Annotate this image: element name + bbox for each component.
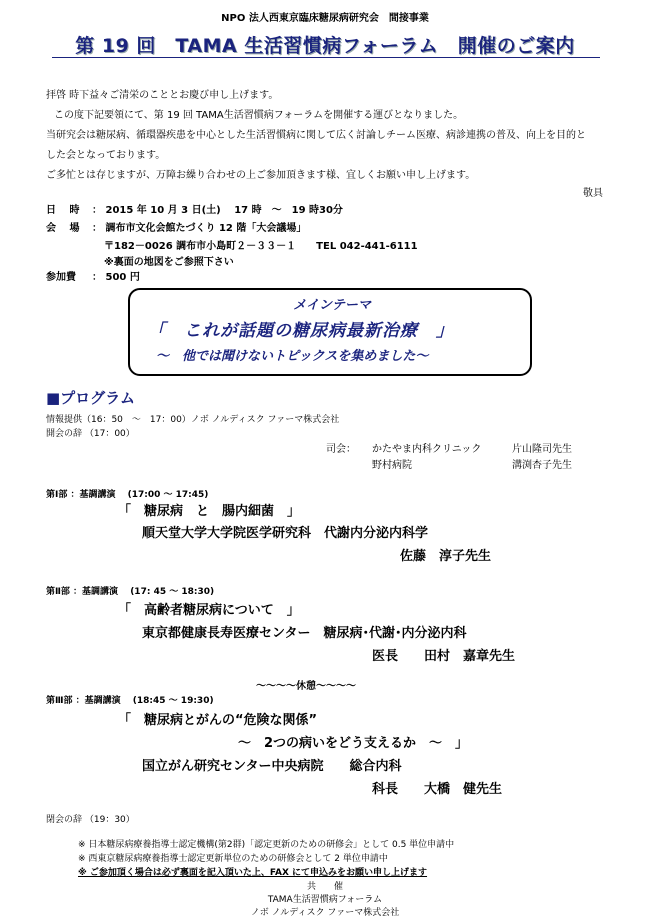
sponsor-company: ノボ ノルディスク ファーマ株式会社 (250, 908, 400, 918)
break-line: ～～～～休憩～～～～ (256, 681, 356, 692)
opening-remarks: 開会の辞 （17：00） (46, 429, 135, 439)
note-credit-2: ※ 西東京糖尿病療養指導士認定更新単位のための研修会として 2 単位申請中 (78, 854, 388, 864)
fee-value: ： 500 円 (92, 272, 140, 283)
main-theme-box (128, 288, 532, 376)
intro-announcement: この度下記要領にて、第 19 回 TAMA生活習慣病フォーラムを開催する運びとなりました。 (54, 110, 464, 121)
program-heading: ■プログラム (46, 389, 136, 407)
part1-topic: 「 糖尿病 と 腸内細菌 」 (118, 504, 301, 519)
cosponsor-label: 共 催 (306, 882, 343, 892)
chair-1-clinic: かたやま内科クリニック (372, 444, 482, 455)
part2-affiliation: 東京都健康長寿医療センター 糖尿病･代謝･内分泌内科 (142, 626, 467, 641)
chair-2-clinic: 野村病院 (372, 460, 412, 471)
part1-speaker: 佐藤 淳子先生 (400, 549, 492, 564)
date-value: ： 2015 年 10 月 3 日(土) 17 時 ～ 19 時30分 (92, 205, 343, 216)
venue-label: 会 場 (46, 223, 80, 234)
intro-purpose-2: した会となっております。 (46, 150, 166, 161)
note-credit-1: ※ 日本糖尿病療養指導士認定機構(第2群)「認定更新のための研修会」として 0.5 単位申請中 (78, 840, 455, 850)
part3-topic: 「 糖尿病とがんの“危険な関係” (118, 713, 318, 728)
intro-request: ご多忙とは存じますが、万障お繰り合わせの上ご参加頂きます様、宜しくお願い申し上げます。 (46, 170, 476, 181)
theme-title: 「 これが話題の糖尿病最新治療 」 (148, 321, 454, 341)
part2-header: 第Ⅱ部 ：基調講演 (17: 45 ～ 18:30) (46, 587, 215, 597)
fee-label: 参加費 (46, 272, 76, 283)
page-title: 第 19 回 TAMA 生活習慣病フォーラム 開催のご案内 (75, 35, 575, 57)
part1-affiliation: 順天堂大学大学院医学研究科 代謝内分泌内科学 (142, 526, 429, 541)
part3-affiliation: 国立がん研究センター中央病院 総合内科 (142, 759, 402, 774)
closing-keigu: 敬具 (583, 188, 603, 199)
intro-greeting: 拝啓 時下益々ご清栄のこととお慶び申し上げます。 (46, 90, 279, 101)
note-fax-request: ※ ご参加頂く場合は必ず裏面を記入頂いた上、FAX にて申込みをお願い申し上げます (78, 868, 428, 878)
organizer-line: NPO 法人西東京臨床糖尿病研究会 間接事業 (221, 13, 429, 24)
venue-value: ： 調布市文化会館たづくり 12 階「大会議場」 (92, 223, 307, 234)
chair-label: 司会： (326, 444, 356, 455)
part3-header: 第Ⅲ部 ：基調講演 (18:45 ～ 19:30) (46, 696, 214, 706)
date-label: 日 時 (46, 205, 80, 216)
info-session: 情報提供（16：50 ～ 17：00）ノボ ノルディスク ファーマ株式会社 (46, 415, 340, 425)
theme-subtitle: ～ 他では聞けないトピックスを集めました～ (156, 349, 429, 364)
map-note: ※裏面の地図をご参照下さい (104, 257, 234, 268)
part2-topic: 「 高齢者糖尿病について 」 (118, 603, 300, 618)
closing-remarks: 閉会の辞 （19：30） (46, 815, 135, 825)
chair-2-name: 溝渕杏子先生 (512, 460, 572, 471)
part3-speaker: 科長 大橋 健先生 (372, 782, 503, 797)
theme-label: メインテーマ (293, 298, 371, 313)
title-underline (52, 57, 600, 58)
part3-topic-sub: ～ 2つの病いをどう支えるか ～ 」 (238, 736, 469, 751)
venue-address: 〒182－0026 調布市小島町２－３３－１ TEL 042-441-6111 (104, 241, 418, 252)
sponsor-forum: TAMA生活習慣病フォーラム (267, 895, 383, 905)
part2-speaker: 医長 田村 嘉章先生 (372, 649, 516, 664)
part1-header: 第Ⅰ部 ：基調講演 (17:00 ～ 17:45) (46, 490, 209, 500)
chair-1-name: 片山隆司先生 (512, 444, 572, 455)
intro-purpose-1: 当研究会は糖尿病、循環器疾患を中心とした生活習慣病に関して広く討論しチーム医療、病診連携の普及、向上を目的と (46, 130, 586, 141)
